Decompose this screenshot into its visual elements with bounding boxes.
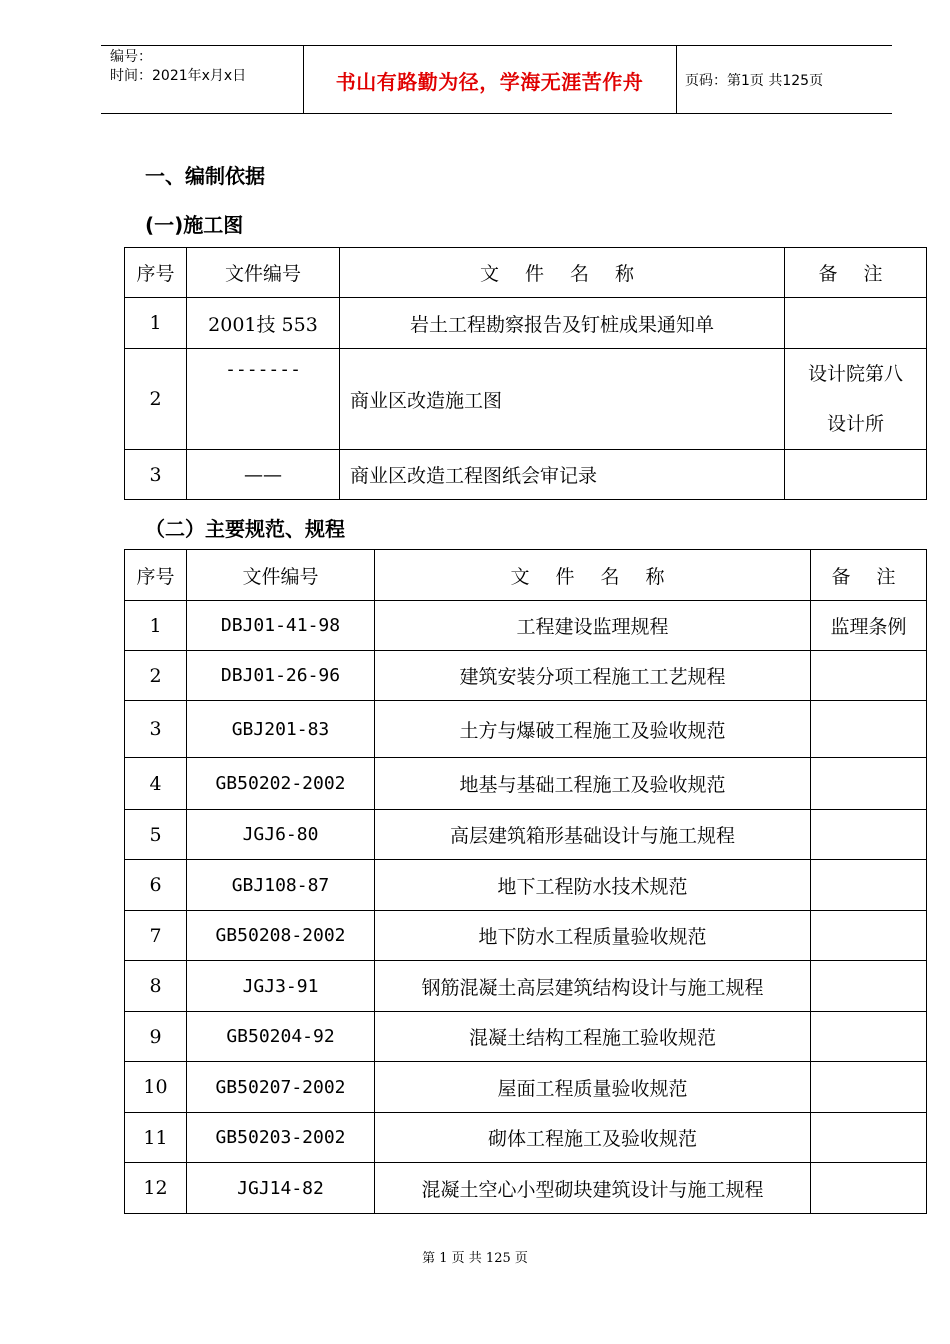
cell-name: 土方与爆破工程施工及验收规范 — [375, 701, 811, 758]
header-page-number: 页码：第1页 共125页 — [685, 73, 824, 89]
cell-code: GB50204-92 — [187, 1012, 375, 1062]
cell-remark — [811, 651, 927, 701]
table-row — [125, 651, 927, 701]
cell-remark: 监理条例 — [811, 601, 927, 651]
drawings-table — [124, 247, 927, 500]
header-time: 时间：2021年x月x日 — [110, 68, 247, 84]
cell-code: ------- — [187, 349, 340, 450]
cell-no: 1 — [125, 298, 187, 349]
remark-line: 设计院第八 — [807, 363, 903, 385]
cell-remark — [811, 1062, 927, 1113]
header-cell: 序号 — [125, 248, 187, 298]
cell-name: 屋面工程质量验收规范 — [375, 1062, 811, 1113]
cell-code: GB50208-2002 — [187, 911, 375, 961]
header-cell: 文 件 名 称 — [340, 248, 785, 298]
cell-no: 7 — [125, 911, 187, 961]
cell-code: DBJ01-41-98 — [187, 601, 375, 651]
cell-code: GB50203-2002 — [187, 1113, 375, 1163]
header-cell: 备 注 — [785, 248, 927, 298]
cell-no: 6 — [125, 860, 187, 911]
cell-no: 10 — [125, 1062, 187, 1113]
cell-name: 商业区改造施工图 — [340, 349, 785, 450]
table-row — [125, 349, 927, 450]
table-row — [125, 961, 927, 1012]
cell-code: JGJ3-91 — [187, 961, 375, 1012]
cell-name: 高层建筑箱形基础设计与施工规程 — [375, 810, 811, 860]
header-cell: 序号 — [125, 550, 187, 601]
table-header-row — [125, 248, 927, 298]
cell-remark — [811, 810, 927, 860]
cell-code: GB50202-2002 — [187, 758, 375, 810]
table-row — [125, 758, 927, 810]
cell-remark — [811, 1163, 927, 1214]
cell-code: GBJ201-83 — [187, 701, 375, 758]
table-row — [125, 1163, 927, 1214]
cell-remark — [785, 450, 927, 500]
cell-no: 3 — [125, 701, 187, 758]
cell-remark — [811, 758, 927, 810]
header-meta — [110, 48, 246, 86]
table-row — [125, 601, 927, 651]
table-header-row — [125, 550, 927, 601]
header-cell: 文件编号 — [187, 550, 375, 601]
cell-name: 岩土工程勘察报告及钉桩成果通知单 — [340, 298, 785, 349]
cell-no: 11 — [125, 1113, 187, 1163]
cell-remark — [811, 961, 927, 1012]
cell-name: 混凝土结构工程施工验收规范 — [375, 1012, 811, 1062]
cell-code: GB50207-2002 — [187, 1062, 375, 1113]
header-cell: 文 件 名 称 — [375, 550, 811, 601]
subsection-title-drawings: (一)施工图 — [145, 213, 244, 237]
cell-no: 3 — [125, 450, 187, 500]
table-row — [125, 1062, 927, 1113]
cell-no: 4 — [125, 758, 187, 810]
header-divider — [676, 45, 677, 113]
table-row — [125, 911, 927, 961]
cell-remark — [811, 1012, 927, 1062]
cell-name: 地下防水工程质量验收规范 — [375, 911, 811, 961]
remark-line: 设计所 — [826, 413, 884, 435]
cell-remark — [811, 701, 927, 758]
cell-no: 5 — [125, 810, 187, 860]
cell-no: 12 — [125, 1163, 187, 1214]
cell-no: 1 — [125, 601, 187, 651]
table-row — [125, 1012, 927, 1062]
table-row — [125, 450, 927, 500]
cell-name: 钢筋混凝土高层建筑结构设计与施工规程 — [375, 961, 811, 1012]
cell-code: 2001技 553 — [187, 298, 340, 349]
cell-code: JGJ14-82 — [187, 1163, 375, 1214]
cell-code: GBJ108-87 — [187, 860, 375, 911]
header-cell: 文件编号 — [187, 248, 340, 298]
table-row — [125, 701, 927, 758]
table-row — [125, 860, 927, 911]
header-number: 编号： — [110, 49, 152, 65]
table-row — [125, 810, 927, 860]
cell-name: 地基与基础工程施工及验收规范 — [375, 758, 811, 810]
header-bottom-rule — [101, 113, 892, 114]
section-title: 一、编制依据 — [145, 164, 265, 188]
cell-name: 地下工程防水技术规范 — [375, 860, 811, 911]
cell-remark — [811, 860, 927, 911]
cell-name: 混凝土空心小型砌块建筑设计与施工规程 — [375, 1163, 811, 1214]
cell-name: 建筑安装分项工程施工工艺规程 — [375, 651, 811, 701]
cell-name: 砌体工程施工及验收规范 — [375, 1113, 811, 1163]
cell-remark — [811, 1113, 927, 1163]
standards-table — [124, 549, 927, 1214]
table-row — [125, 298, 927, 349]
cell-code: —— — [187, 450, 340, 500]
cell-no: 8 — [125, 961, 187, 1012]
cell-no: 2 — [125, 651, 187, 701]
cell-name: 商业区改造工程图纸会审记录 — [340, 450, 785, 500]
page-footer: 第 1 页 共 125 页 — [422, 1251, 528, 1266]
subsection-title-standards: （二）主要规范、规程 — [145, 517, 345, 541]
header-top-rule — [101, 45, 892, 46]
table-row — [125, 1113, 927, 1163]
cell-no: 9 — [125, 1012, 187, 1062]
cell-remark — [811, 911, 927, 961]
cell-name: 工程建设监理规程 — [375, 601, 811, 651]
cell-code: JGJ6-80 — [187, 810, 375, 860]
cell-remark — [785, 298, 927, 349]
cell-remark — [785, 349, 927, 450]
header-cell: 备 注 — [811, 550, 927, 601]
cell-no: 2 — [125, 349, 187, 450]
cell-code: DBJ01-26-96 — [187, 651, 375, 701]
header-motto: 书山有路勤为径，学海无涯苦作舟 — [335, 70, 644, 94]
